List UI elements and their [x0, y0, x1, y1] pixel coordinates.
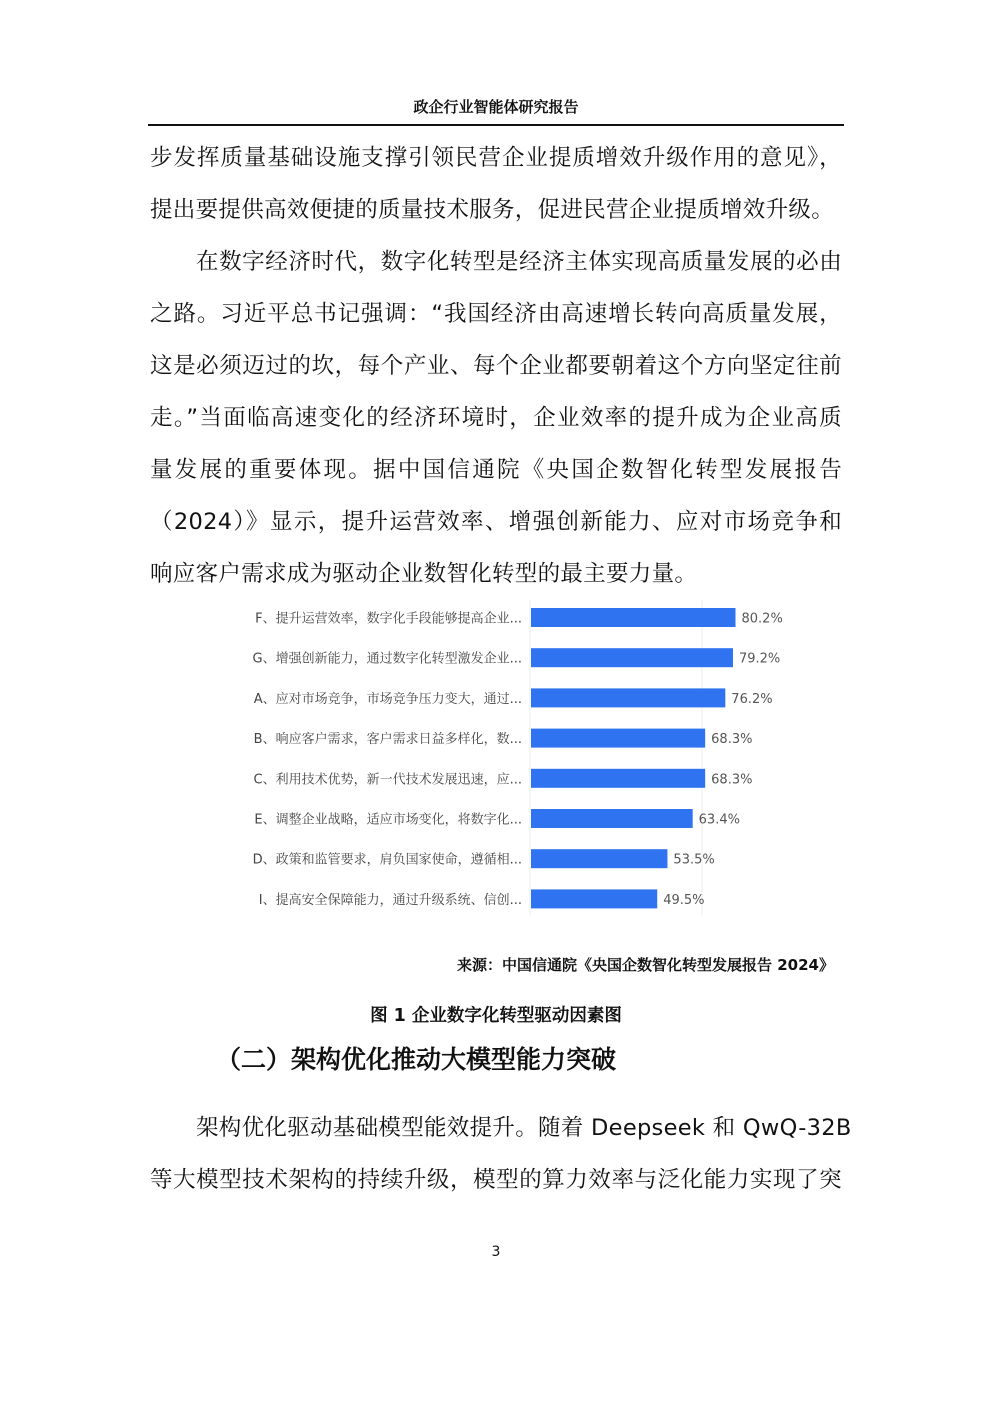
paragraph-line: 在数字经济时代，数字化转型是经济主体实现高质量发展的必由: [196, 249, 842, 275]
paragraph-line: 等大模型技术架构的持续升级，模型的算力效率与泛化能力实现了突: [150, 1167, 842, 1193]
paragraph-line: 响应客户需求成为驱动企业数智化转型的最主要力量。: [150, 561, 698, 587]
category-label: C、利用技术优势，新一代技术发展迅速，应...: [253, 772, 522, 788]
value-label: 53.5%: [673, 852, 715, 868]
category-label: E、调整企业战略，适应市场变化，将数字化...: [254, 812, 522, 828]
header-divider: [148, 124, 844, 126]
bar: [531, 648, 733, 667]
figure-caption: 图 1 企业数字化转型驱动因素图: [370, 1006, 622, 1026]
category-label: D、政策和监管要求，肩负国家使命，遵循相...: [252, 852, 522, 868]
header-title: 政企行业智能体研究报告: [413, 98, 579, 116]
category-label: I、提高安全保障能力，通过升级系统、信创...: [258, 892, 522, 908]
value-label: 68.3%: [711, 772, 753, 788]
paragraph-2: [150, 236, 842, 600]
paragraph-1: [150, 132, 842, 236]
category-label: G、增强创新能力，通过数字化转型激发企业...: [252, 651, 522, 667]
value-label: 63.4%: [698, 812, 740, 828]
value-label: 76.2%: [731, 691, 773, 707]
bar-chart-canvas: [150, 600, 783, 920]
paragraph-line: 走。”当面临高速变化的经济环境时，企业效率的提升成为企业高质: [150, 405, 842, 431]
category-label: A、应对市场竞争，市场竞争压力变大，通过...: [253, 691, 522, 707]
value-label: 68.3%: [711, 732, 753, 748]
bar: [531, 688, 725, 707]
value-label: 79.2%: [738, 651, 781, 667]
bar: [531, 729, 705, 748]
paragraph-line: 步发挥质量基础设施支撑引领民营企业提质增效升级作用的意见》，: [150, 145, 842, 171]
category-label: F、提升运营效率，数字化手段能够提高企业...: [255, 611, 522, 627]
paragraph-3: [150, 1102, 852, 1206]
paragraph-line: 架构优化驱动基础模型能效提升。随着 Deepseek 和 QwQ-32B: [196, 1115, 852, 1141]
bar: [531, 608, 736, 627]
value-label: 49.5%: [663, 892, 705, 908]
driver-factors-chart: [150, 600, 783, 924]
paragraph-line: 之路。习近平总书记强调：“我国经济由高速增长转向高质量发展，: [150, 301, 842, 327]
paragraph-line: 这是必须迈过的坎，每个产业、每个企业都要朝着这个方向坚定往前: [150, 353, 842, 379]
bar: [531, 889, 657, 908]
category-label: B、响应客户需求，客户需求日益多样化，数...: [253, 732, 522, 748]
bar: [531, 809, 693, 828]
paragraph-line: （2024）》显示，提升运营效率、增强创新能力、应对市场竞争和: [150, 509, 842, 535]
page-number: 3: [491, 1244, 501, 1260]
paragraph-line: 提出要提供高效便捷的质量技术服务，促进民营企业提质增效升级。: [150, 197, 835, 223]
section-heading: （二）架构优化推动大模型能力突破: [216, 1045, 617, 1074]
paragraph-line: 量发展的重要体现。据中国信通院《央国企数智化转型发展报告: [150, 457, 842, 483]
bar: [531, 769, 705, 788]
figure-source: 来源：中国信通院《央国企数智化转型发展报告 2024》: [457, 956, 834, 974]
value-label: 80.2%: [741, 611, 783, 627]
bar: [531, 849, 667, 868]
